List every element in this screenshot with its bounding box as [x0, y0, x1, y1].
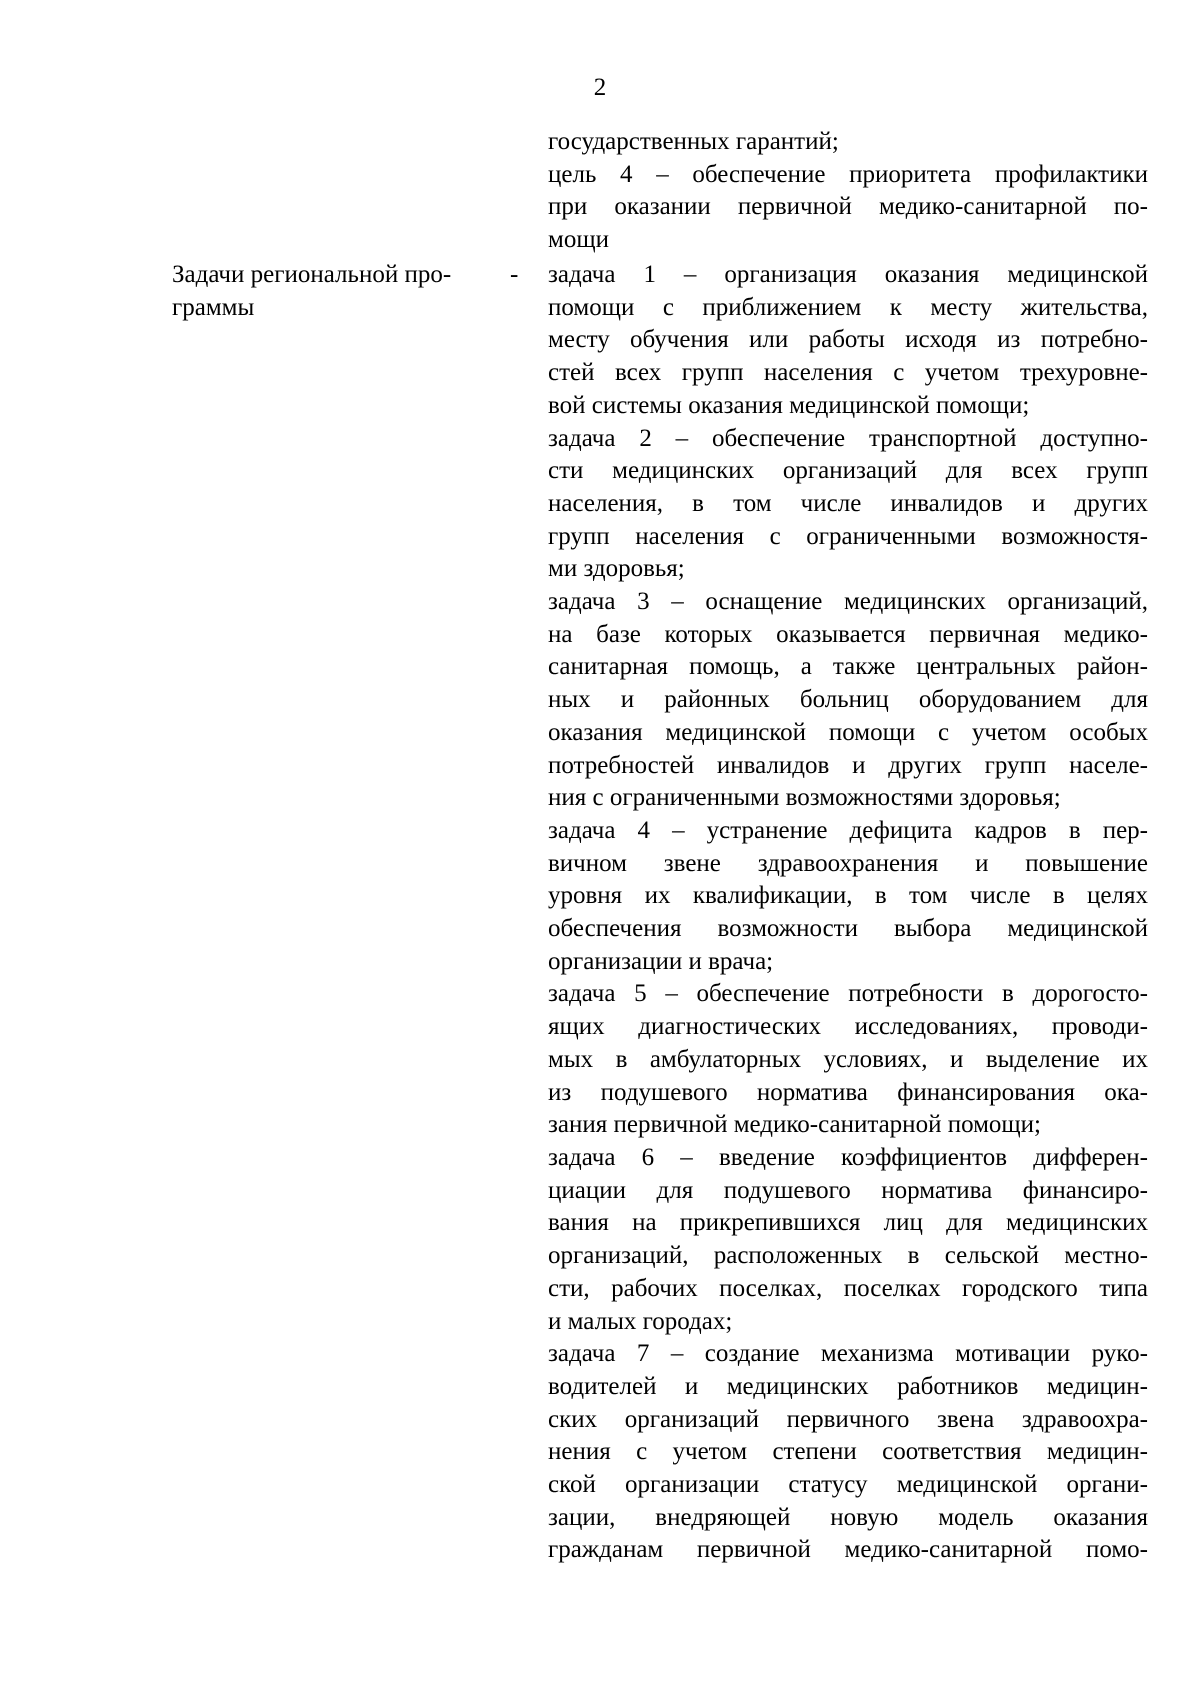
- goals-continuation: [548, 126, 1148, 257]
- task-line: циации для подушевого норматива финансиро-: [548, 1176, 1148, 1204]
- task-line: ных и районных больниц оборудованием для: [548, 686, 1148, 714]
- task-line: мых в амбулаторных условиях, и выделение их: [548, 1045, 1148, 1073]
- task-line: помощи с приближением к месту жительства,: [548, 293, 1148, 321]
- task-line: ния с ограниченными возможностями здоровья;: [548, 784, 1061, 812]
- task-line: сти медицинских организаций для всех групп: [548, 457, 1148, 485]
- task-line: групп населения с ограниченными возможностя-: [548, 522, 1148, 550]
- task-line: задача 1 – организация оказания медицинской: [548, 261, 1148, 288]
- task-line: водителей и медицинских работников медицин-: [548, 1372, 1148, 1400]
- task-line: санитарная помощь, а также центральных район-: [548, 653, 1148, 681]
- task-line: вой системы оказания медицинской помощи;: [548, 391, 1030, 419]
- section-label: [172, 259, 492, 324]
- task-line: организаций, расположенных в сельской местно-: [548, 1242, 1148, 1270]
- task-line: вания на прикрепившихся лиц для медицинских: [548, 1209, 1148, 1237]
- task-line: сти, рабочих поселках, поселках городского типа: [548, 1274, 1148, 1302]
- task-line: обеспечения возможности выбора медицинской: [548, 915, 1148, 943]
- task-line: населения, в том числе инвалидов и других: [548, 489, 1148, 517]
- task-line: месту обучения или работы исходя из потребно-: [548, 326, 1148, 354]
- page-number: 2: [593, 74, 607, 101]
- section-label-line: граммы: [172, 293, 255, 321]
- text-line: при оказании первичной медико-санитарной по-: [548, 193, 1148, 221]
- task-line: ящих диагностических исследованиях, проводи-: [548, 1013, 1148, 1041]
- task-line: задача 7 – создание механизма мотивации руко-: [548, 1340, 1148, 1368]
- task-line: уровня их квалификации, в том числе в целях: [548, 882, 1148, 910]
- task-line: оказания медицинской помощи с учетом особых: [548, 718, 1148, 746]
- task-line: задача 6 – введение коэффициентов дифферен-: [548, 1143, 1148, 1171]
- task-line: на базе которых оказывается первичная медико-: [548, 620, 1148, 648]
- section-label-line: Задачи региональной про-: [172, 261, 452, 288]
- task-line: задача 4 – устранение дефицита кадров в пер-: [548, 816, 1148, 844]
- task-line: задача 5 – обеспечение потребности в дорогосто-: [548, 980, 1148, 1008]
- task-line: ми здоровья;: [548, 555, 685, 583]
- task-line: нения с учетом степени соответствия медицин-: [548, 1438, 1148, 1466]
- task-line: ской организации статусу медицинской органи-: [548, 1471, 1148, 1499]
- task-line: вичном звене здравоохранения и повышение: [548, 849, 1148, 877]
- task-line: потребностей инвалидов и других групп населе-: [548, 751, 1148, 779]
- task-line: из подушевого норматива финансирования ока-: [548, 1078, 1148, 1106]
- text-line: цель 4 – обеспечение приоритета профилактики: [548, 160, 1148, 188]
- task-line: организации и врача;: [548, 947, 774, 975]
- task-line: задача 2 – обеспечение транспортной доступно-: [548, 424, 1148, 452]
- task-line: ских организаций первичного звена здравоохра-: [548, 1405, 1148, 1433]
- task-line: стей всех групп населения с учетом трехуровне-: [548, 359, 1148, 387]
- tasks-list: [548, 259, 1148, 1567]
- task-line: задача 3 – оснащение медицинских организаций,: [548, 588, 1148, 616]
- task-line: зации, внедряющей новую модель оказания: [548, 1503, 1148, 1531]
- task-line: и малых городах;: [548, 1307, 733, 1335]
- task-line: гражданам первичной медико-санитарной помо-: [548, 1536, 1148, 1564]
- text-line: государственных гарантий;: [548, 128, 839, 155]
- task-line: зания первичной медико-санитарной помощи;: [548, 1111, 1041, 1139]
- text-line: мощи: [548, 226, 609, 254]
- separator-dash: -: [510, 261, 519, 288]
